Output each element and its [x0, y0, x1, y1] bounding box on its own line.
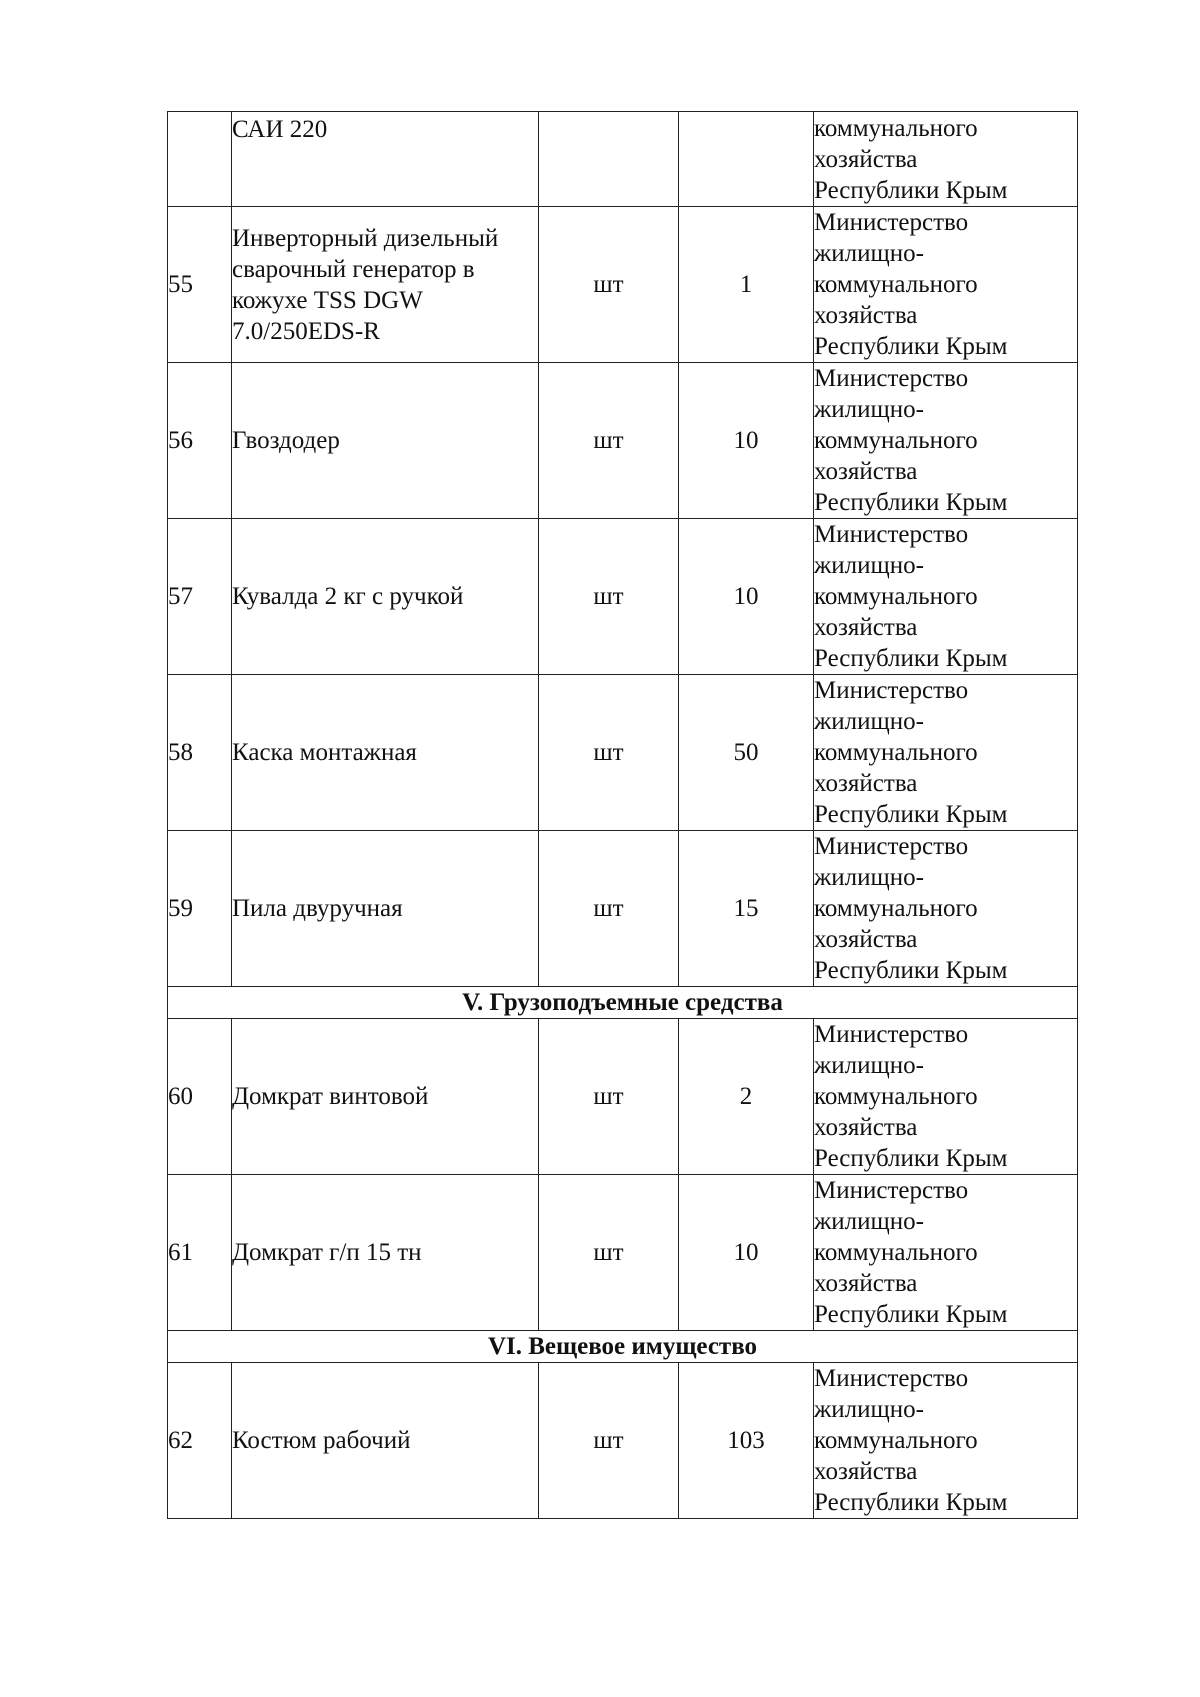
table-row [168, 1019, 1078, 1175]
owner-cell [814, 831, 1078, 987]
owner-line: Республики Крым [814, 801, 1008, 828]
owner-line: хозяйства [814, 302, 918, 329]
owner-line: хозяйства [814, 1270, 918, 1297]
table-row [168, 831, 1078, 987]
table-row [168, 675, 1078, 831]
owner-line: коммунального [814, 1239, 978, 1266]
owner-line: коммунального [814, 271, 978, 298]
row-number-cell: 61 [168, 1175, 232, 1331]
row-number-cell: 55 [168, 207, 232, 363]
section-title: V. Грузоподъемные средства [168, 987, 1078, 1019]
owner-line: коммунального [814, 739, 978, 766]
item-name-cell: Каска монтажная [232, 675, 539, 831]
owner-line: Министерство [814, 521, 969, 548]
row-number-cell: 62 [168, 1363, 232, 1519]
unit-cell: шт [539, 207, 679, 363]
item-name-cell: Инверторный дизельный сварочный генератор в кожухе TSS DGW 7.0/250EDS-R [232, 207, 539, 363]
owner-line: коммунального [814, 114, 978, 142]
unit-cell: шт [539, 831, 679, 987]
owner-line: жилищно- [814, 708, 924, 735]
owner-line: Республики Крым [814, 1145, 1008, 1172]
unit-cell: шт [539, 1363, 679, 1519]
inventory-table [167, 111, 1078, 1519]
owner-line: хозяйства [814, 145, 918, 173]
owner-line: Республики Крым [814, 957, 1008, 984]
owner-line: Министерство [814, 365, 969, 392]
quantity-cell: 15 [679, 831, 814, 987]
owner-line: Министерство [814, 1021, 969, 1048]
owner-line: жилищно- [814, 552, 924, 579]
section-title: VI. Вещевое имущество [168, 1331, 1078, 1363]
table-row [168, 207, 1078, 363]
owner-cell [814, 112, 1078, 207]
section-header-row [168, 1331, 1078, 1363]
quantity-cell: 2 [679, 1019, 814, 1175]
unit-cell: шт [539, 1175, 679, 1331]
quantity-cell: 10 [679, 519, 814, 675]
owner-line: коммунального [814, 895, 978, 922]
quantity-cell [679, 112, 814, 207]
quantity-cell: 103 [679, 1363, 814, 1519]
row-number-cell: 59 [168, 831, 232, 987]
owner-line: коммунального [814, 1427, 978, 1454]
owner-line: жилищно- [814, 240, 924, 267]
row-number-cell: 56 [168, 363, 232, 519]
item-name-cell [232, 112, 539, 207]
unit-cell: шт [539, 363, 679, 519]
owner-line: Министерство [814, 677, 969, 704]
owner-line: Республики Крым [814, 176, 1008, 204]
owner-line: Республики Крым [814, 645, 1008, 672]
owner-line: жилищно- [814, 1052, 924, 1079]
owner-line: коммунального [814, 1083, 978, 1110]
owner-cell [814, 1175, 1078, 1331]
owner-line: Республики Крым [814, 489, 1008, 516]
owner-line: коммунального [814, 583, 978, 610]
table-row [168, 1363, 1078, 1519]
row-number-cell: 57 [168, 519, 232, 675]
owner-line: Министерство [814, 1365, 969, 1392]
row-number-cell [168, 112, 232, 207]
owner-line: Республики Крым [814, 1489, 1008, 1516]
item-name-cell: Костюм рабочий [232, 1363, 539, 1519]
owner-cell [814, 207, 1078, 363]
unit-cell: шт [539, 675, 679, 831]
item-name-cell: Пила двуручная [232, 831, 539, 987]
owner-cell [814, 1363, 1078, 1519]
unit-cell: шт [539, 1019, 679, 1175]
quantity-cell: 10 [679, 363, 814, 519]
owner-line: жилищно- [814, 1208, 924, 1235]
table-row [168, 519, 1078, 675]
unit-cell [539, 112, 679, 207]
unit-cell: шт [539, 519, 679, 675]
owner-cell [814, 675, 1078, 831]
owner-line: хозяйства [814, 926, 918, 953]
owner-line: Министерство [814, 209, 969, 236]
owner-cell [814, 1019, 1078, 1175]
item-name-cell: Домкрат винтовой [232, 1019, 539, 1175]
section-header-row [168, 987, 1078, 1019]
owner-line: жилищно- [814, 1396, 924, 1423]
owner-cell [814, 519, 1078, 675]
owner-line: хозяйства [814, 614, 918, 641]
owner-line: хозяйства [814, 1114, 918, 1141]
quantity-cell: 50 [679, 675, 814, 831]
owner-line: хозяйства [814, 458, 918, 485]
table-row [168, 363, 1078, 519]
owner-line: хозяйства [814, 770, 918, 797]
inventory-table-body [168, 112, 1078, 1519]
owner-line: хозяйства [814, 1458, 918, 1485]
item-name-cell: Кувалда 2 кг с ручкой [232, 519, 539, 675]
table-row-continued [168, 112, 1078, 207]
owner-line: Министерство [814, 833, 969, 860]
item-name-cell: Домкрат г/п 15 тн [232, 1175, 539, 1331]
item-name: САИ 220 [232, 116, 328, 143]
owner-line: жилищно- [814, 864, 924, 891]
owner-line: Республики Крым [814, 1301, 1008, 1328]
row-number-cell: 58 [168, 675, 232, 831]
quantity-cell: 1 [679, 207, 814, 363]
owner-line: Республики Крым [814, 333, 1008, 360]
owner-line: Министерство [814, 1177, 969, 1204]
row-number-cell: 60 [168, 1019, 232, 1175]
owner-line: коммунального [814, 427, 978, 454]
table-row [168, 1175, 1078, 1331]
item-name-cell: Гвоздодер [232, 363, 539, 519]
owner-cell [814, 363, 1078, 519]
owner-line: жилищно- [814, 396, 924, 423]
quantity-cell: 10 [679, 1175, 814, 1331]
